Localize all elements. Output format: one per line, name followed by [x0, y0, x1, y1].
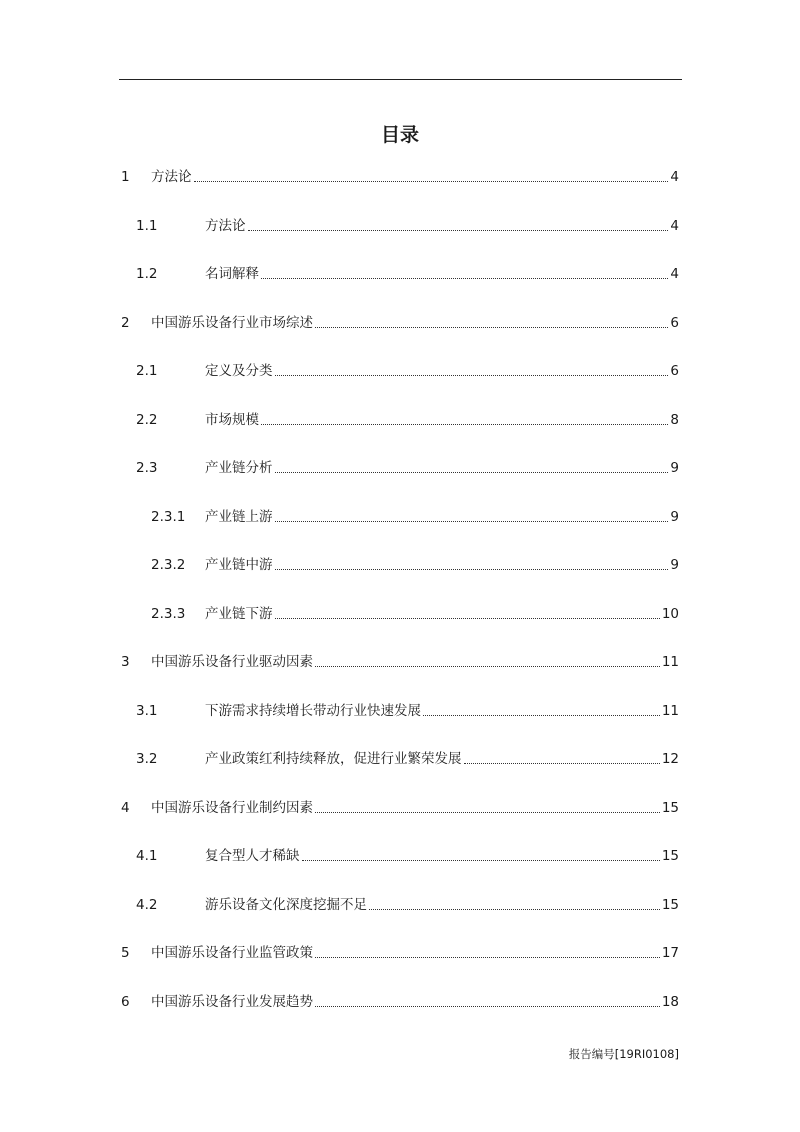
toc-entry-page: 6 [670, 314, 679, 331]
toc-entry[interactable] [0, 701, 800, 721]
toc-entry-title[interactable]: 市场规模 [205, 411, 259, 428]
toc-entry-page: 11 [661, 654, 679, 670]
toc-entry[interactable] [0, 798, 800, 818]
toc-entry-page: 4 [670, 169, 679, 185]
dot-leader [275, 617, 660, 619]
toc-entry-number: 2.3.1 [151, 508, 186, 525]
toc-entry-title[interactable]: 方法论 [205, 217, 246, 234]
dot-leader [315, 956, 660, 958]
header-rule [119, 79, 682, 80]
toc-entry-page: 15 [661, 848, 679, 864]
toc-entry-page: 9 [670, 508, 679, 525]
toc-entry-title[interactable]: 产业链中游 [205, 557, 273, 573]
toc-entry-number: 4.1 [136, 848, 158, 864]
toc-entry[interactable] [0, 992, 800, 1012]
toc-entry-title[interactable]: 中国游乐设备行业驱动因素 [151, 654, 313, 670]
dot-leader [315, 1005, 660, 1007]
toc-entry-title[interactable]: 方法论 [151, 169, 192, 185]
toc-entry-number: 2.1 [136, 363, 158, 379]
toc-entry-number: 6 [121, 993, 130, 1010]
dot-leader [248, 229, 669, 231]
toc-entry-number: 1.1 [136, 217, 158, 234]
toc-entry[interactable] [0, 943, 800, 963]
toc-entry-page: 11 [661, 702, 679, 719]
toc-entry-page: 12 [661, 751, 679, 767]
toc-entry-title[interactable]: 产业链下游 [205, 605, 273, 622]
dot-leader [261, 277, 668, 279]
toc-entry-number: 1.2 [136, 266, 158, 282]
toc-entry-page: 4 [670, 266, 679, 282]
toc-entry-number: 2.3.2 [151, 557, 186, 573]
toc-entry-title[interactable]: 游乐设备文化深度挖掘不足 [205, 896, 367, 913]
toc-entry[interactable] [0, 507, 800, 527]
toc-entry[interactable] [0, 555, 800, 575]
toc-entry-number: 2.3 [136, 460, 158, 476]
toc-entry-number: 2.2 [136, 411, 158, 428]
toc-entry-number: 4.2 [136, 896, 158, 913]
dot-leader [275, 374, 669, 376]
toc-entry-page: 15 [661, 799, 679, 816]
dot-leader [315, 326, 668, 328]
toc-entry-number: 2 [121, 314, 130, 331]
toc-entry-number: 1 [121, 169, 130, 185]
toc-entry[interactable] [0, 652, 800, 672]
toc-entry[interactable] [0, 604, 800, 624]
toc-entry-page: 17 [661, 945, 679, 961]
toc-entry[interactable] [0, 458, 800, 478]
dot-leader [423, 714, 660, 716]
dot-leader [275, 568, 669, 570]
report-number: 报告编号[19RI0108] [568, 1047, 679, 1061]
dot-leader [464, 762, 660, 764]
dot-leader [302, 859, 660, 861]
toc-entry-page: 8 [670, 411, 679, 428]
dot-leader [315, 665, 660, 667]
toc-entry-page: 18 [661, 993, 679, 1010]
toc-entry-number: 3.2 [136, 751, 158, 767]
toc-entry[interactable] [0, 264, 800, 284]
toc-entry-number: 3 [121, 654, 130, 670]
toc-entry-title[interactable]: 产业政策红利持续释放，促进行业繁荣发展 [205, 751, 462, 767]
toc-entry-title[interactable]: 产业链上游 [205, 508, 273, 525]
dot-leader [261, 423, 668, 425]
toc-entry-title[interactable]: 中国游乐设备行业发展趋势 [151, 993, 313, 1010]
toc-entry[interactable] [0, 216, 800, 236]
toc-entry-number: 2.3.3 [151, 605, 186, 622]
dot-leader [275, 471, 669, 473]
toc-entry-title[interactable]: 产业链分析 [205, 460, 273, 476]
dot-leader [194, 180, 669, 182]
toc-entry-page: 6 [670, 363, 679, 379]
toc-entry-number: 4 [121, 799, 130, 816]
toc-entry[interactable] [0, 846, 800, 866]
toc-entry-page: 10 [661, 605, 679, 622]
dot-leader [369, 908, 660, 910]
toc-entry-title[interactable]: 中国游乐设备行业制约因素 [151, 799, 313, 816]
toc-entry-title[interactable]: 中国游乐设备行业市场综述 [151, 314, 313, 331]
toc-entry[interactable] [0, 895, 800, 915]
toc-entry[interactable] [0, 749, 800, 769]
toc-entry-page: 15 [661, 896, 679, 913]
toc-entry-title[interactable]: 复合型人才稀缺 [205, 848, 300, 864]
toc-entry-number: 3.1 [136, 702, 158, 719]
toc-title: 目录 [380, 124, 419, 146]
dot-leader [275, 520, 669, 522]
toc-entry[interactable] [0, 410, 800, 430]
toc-entry[interactable] [0, 167, 800, 187]
toc-entry[interactable] [0, 313, 800, 333]
toc-entry-number: 5 [121, 945, 130, 961]
toc-entry-title[interactable]: 中国游乐设备行业监管政策 [151, 945, 313, 961]
toc-entry-title[interactable]: 定义及分类 [205, 363, 273, 379]
toc-entry[interactable] [0, 361, 800, 381]
dot-leader [315, 811, 660, 813]
toc-entry-title[interactable]: 下游需求持续增长带动行业快速发展 [205, 702, 421, 719]
toc-entry-page: 4 [670, 217, 679, 234]
toc-entry-title[interactable]: 名词解释 [205, 266, 259, 282]
toc-entry-page: 9 [670, 557, 679, 573]
toc-entry-page: 9 [670, 460, 679, 476]
